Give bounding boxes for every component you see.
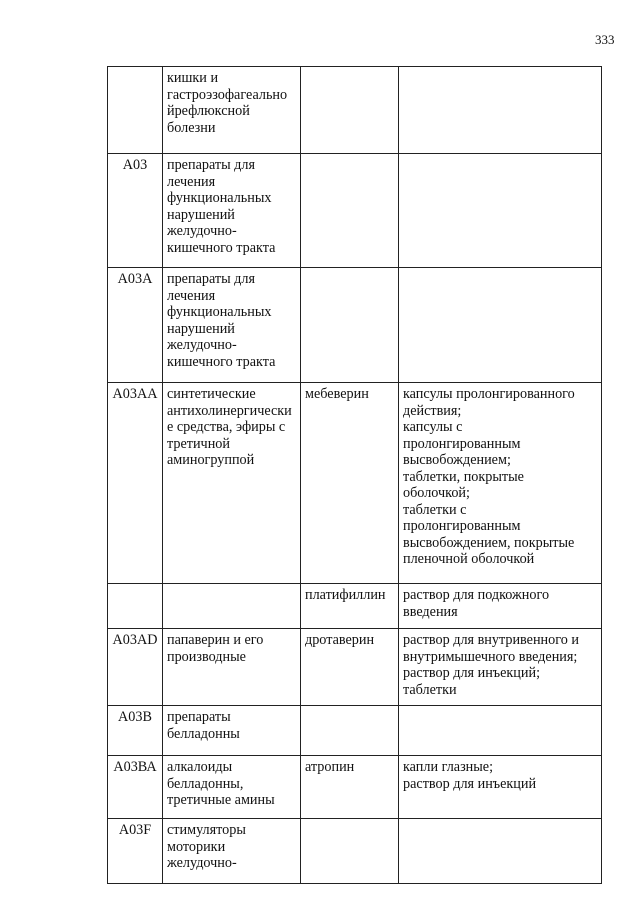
atc-code-cell: A03F bbox=[108, 819, 163, 884]
atc-group-cell: препараты белладонны bbox=[163, 706, 301, 756]
atc-group-cell: стимуляторы моторики желудочно- bbox=[163, 819, 301, 884]
atc-code-cell: А03 bbox=[108, 154, 163, 268]
atc-group-cell: препараты для лечения функциональных нарушений желудочно- кишечного тракта bbox=[163, 154, 301, 268]
drug-classification-table bbox=[107, 66, 602, 884]
table-row bbox=[108, 756, 602, 819]
atc-code-cell bbox=[108, 67, 163, 154]
table-row bbox=[108, 706, 602, 756]
atc-code-cell: А03А bbox=[108, 268, 163, 383]
atc-code-cell: А03AD bbox=[108, 629, 163, 706]
substance-cell bbox=[301, 268, 399, 383]
table-row bbox=[108, 67, 602, 154]
substance-cell bbox=[301, 67, 399, 154]
atc-group-cell: кишки и гастроэзофагеально йрефлюксной болезни bbox=[163, 67, 301, 154]
dosage-form-cell bbox=[399, 154, 602, 268]
substance-cell: дротаверин bbox=[301, 629, 399, 706]
table-row bbox=[108, 629, 602, 706]
table-row bbox=[108, 154, 602, 268]
dosage-form-cell bbox=[399, 706, 602, 756]
atc-group-cell: препараты для лечения функциональных нарушений желудочно- кишечного тракта bbox=[163, 268, 301, 383]
dosage-form-cell: капли глазные; раствор для инъекций bbox=[399, 756, 602, 819]
atc-group-cell bbox=[163, 584, 301, 629]
atc-group-cell: синтетические антихолинергически е средства, эфиры с третичной аминогруппой bbox=[163, 383, 301, 584]
substance-cell bbox=[301, 154, 399, 268]
atc-code-cell: А03АА bbox=[108, 383, 163, 584]
page-number: 333 bbox=[595, 32, 615, 47]
atc-group-cell: папаверин и его производные bbox=[163, 629, 301, 706]
table-row bbox=[108, 584, 602, 629]
atc-group-cell: алкалоиды белладонны, третичные амины bbox=[163, 756, 301, 819]
table-row bbox=[108, 383, 602, 584]
substance-cell bbox=[301, 819, 399, 884]
dosage-form-cell: раствор для внутривенного и внутримышечного введения; раствор для инъекций; таблетки bbox=[399, 629, 602, 706]
substance-cell bbox=[301, 706, 399, 756]
atc-code-cell bbox=[108, 584, 163, 629]
dosage-form-cell: раствор для подкожного введения bbox=[399, 584, 602, 629]
table-row bbox=[108, 268, 602, 383]
table-row bbox=[108, 819, 602, 884]
dosage-form-cell: капсулы пролонгированного действия; капсулы с пролонгированным высвобождением; таблетки, покрытые оболочкой; таблетки с пролонгированным высвобождением, покрытые пленочной оболочкой bbox=[399, 383, 602, 584]
substance-cell: платифиллин bbox=[301, 584, 399, 629]
substance-cell: мебеверин bbox=[301, 383, 399, 584]
atc-code-cell: А03В bbox=[108, 706, 163, 756]
atc-code-cell: А03ВА bbox=[108, 756, 163, 819]
dosage-form-cell bbox=[399, 268, 602, 383]
substance-cell: атропин bbox=[301, 756, 399, 819]
dosage-form-cell bbox=[399, 819, 602, 884]
dosage-form-cell bbox=[399, 67, 602, 154]
